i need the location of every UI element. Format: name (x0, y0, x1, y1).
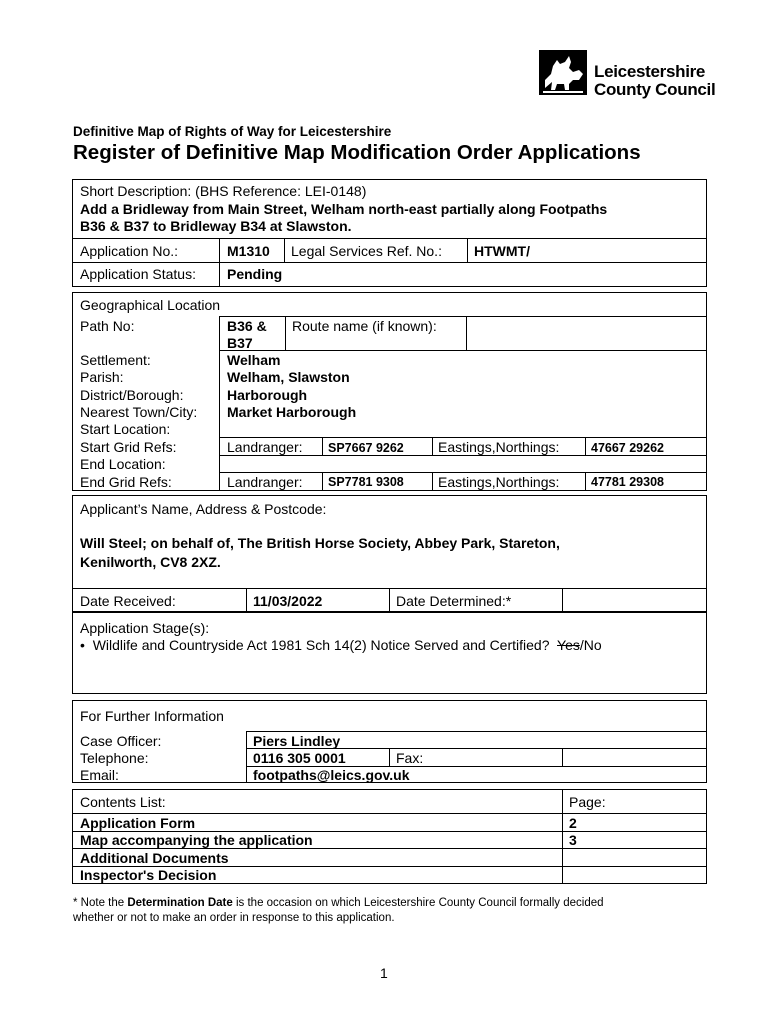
case-officer-value: Piers Lindley (253, 733, 341, 749)
telephone-label: Telephone: (80, 750, 149, 766)
settlement-value: Welham (227, 352, 281, 368)
end-eastings-label: Eastings,Northings: (438, 474, 560, 490)
end-location-label: End Location: (80, 456, 166, 472)
logo-line-1: Leicestershire (594, 62, 706, 81)
nearest-town-label: Nearest Town/City: (80, 404, 198, 420)
start-grid-label: Start Grid Refs: (80, 439, 177, 455)
path-no-label: Path No: (80, 318, 135, 334)
contents-item-application-form: Application Form (80, 815, 196, 831)
contents-page-map: 3 (569, 832, 577, 848)
contents-item-additional-documents: Additional Documents (80, 850, 229, 866)
start-location-label: Start Location: (80, 421, 171, 437)
description-line-2: B36 & B37 to Bridleway B34 at Slawston. (80, 218, 352, 234)
bullet-icon: • (80, 637, 85, 653)
start-landranger-label: Landranger: (227, 439, 303, 455)
end-grid-label: End Grid Refs: (80, 474, 172, 490)
applicant-label: Applicant’s Name, Address & Postcode: (80, 501, 327, 517)
district-label: District/Borough: (80, 387, 184, 403)
email-label: Email: (80, 767, 119, 783)
case-officer-label: Case Officer: (80, 733, 162, 749)
description-line-1: Add a Bridleway from Main Street, Welham north-east partially along Footpaths (80, 201, 608, 217)
contents-list-label: Contents List: (80, 794, 166, 810)
short-description-label: Short Description: (BHS Reference: LEI-0148) (80, 183, 367, 199)
start-eastings-label: Eastings,Northings: (438, 439, 560, 455)
geographical-location-heading: Geographical Location (80, 297, 221, 313)
document-subtitle: Definitive Map of Rights of Way for Leicestershire (73, 124, 392, 139)
legal-ref-value: HTWMT/ (474, 243, 530, 259)
application-no-label: Application No.: (80, 243, 179, 259)
applicant-line-2: Kenilworth, CV8 2XZ. (80, 554, 221, 570)
start-landranger-value: SP7667 9262 (328, 441, 404, 455)
path-no-value-2: B37 (227, 335, 253, 351)
start-eastings-value: 47667 29262 (591, 441, 664, 455)
further-information-heading: For Further Information (80, 708, 224, 724)
end-landranger-value: SP7781 9308 (328, 475, 404, 489)
logo-line-2: County Council (594, 80, 716, 99)
fax-label: Fax: (396, 750, 424, 766)
route-name-label: Route name (if known): (292, 318, 437, 334)
district-value: Harborough (227, 387, 308, 403)
stage-item-text: Wildlife and Countryside Act 1981 Sch 14(2) Notice Served and Certified? (92, 637, 550, 653)
footnote-line-1: * Note the Determination Date is the occasion on which Leicestershire County Council formally decided (73, 897, 604, 909)
settlement-label: Settlement: (80, 352, 151, 368)
page-number: 1 (380, 965, 388, 981)
parish-label: Parish: (80, 369, 124, 385)
nearest-town-value: Market Harborough (227, 404, 357, 420)
date-determined-label: Date Determined:* (396, 593, 512, 609)
stage-item (80, 637, 602, 653)
fox-crest-icon (539, 50, 589, 96)
stage-item-no: /No (579, 637, 602, 653)
parish-value: Welham, Slawston (227, 369, 350, 385)
contents-page-application-form: 2 (569, 815, 577, 831)
date-received-value: 11/03/2022 (253, 593, 323, 609)
path-no-value-1: B36 & (227, 318, 267, 334)
page-title: Register of Definitive Map Modification Order Applications (73, 141, 641, 164)
application-status-label: Application Status: (80, 266, 196, 282)
footnote-line-2: whether or not to make an order in response to this application. (73, 912, 395, 924)
applicant-line-1: Will Steel; on behalf of, The British Horse Society, Abbey Park, Stareton, (80, 535, 560, 551)
end-eastings-value: 47781 29308 (591, 475, 664, 489)
date-received-label: Date Received: (80, 593, 176, 609)
stage-item-yes: Yes (557, 637, 580, 653)
end-landranger-label: Landranger: (227, 474, 303, 490)
contents-item-map: Map accompanying the application (80, 832, 313, 848)
footnote-bold: Determination Date (127, 897, 233, 909)
contents-page-label: Page: (569, 794, 606, 810)
email-value[interactable]: footpaths@leics.gov.uk (253, 767, 410, 783)
application-status-value: Pending (227, 266, 283, 282)
legal-ref-label: Legal Services Ref. No.: (291, 243, 442, 259)
application-stages-label: Application Stage(s): (80, 620, 210, 636)
telephone-value: 0116 305 0001 (253, 750, 346, 766)
contents-item-inspectors-decision: Inspector's Decision (80, 867, 217, 883)
application-no-value: M1310 (227, 243, 270, 259)
